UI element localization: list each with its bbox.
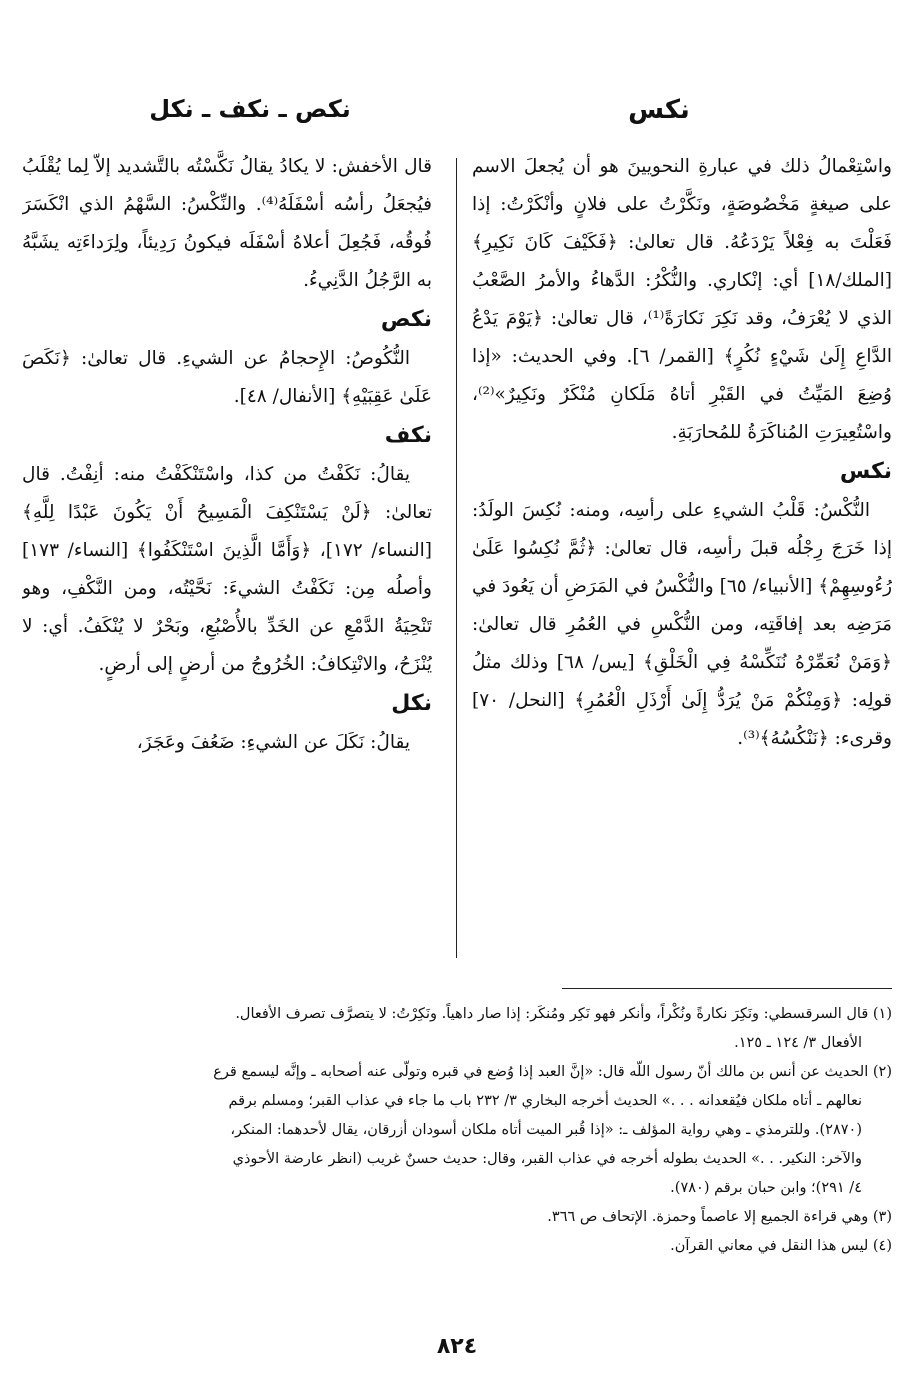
entry-heading-nakf: نكف — [384, 423, 432, 448]
page-number: ٨٢٤ — [436, 1334, 478, 1359]
right-paragraph-1: واسْتِعْمالُ ذلك في عبارةِ النحويينَ هو أن يُجعلَ الاسم على صيغةٍ مَخْصُوصَةٍ، ونَكَّرْتُ على فلانٍ وأنْكَرْتُ: إذا فَعَلْتَ به فِعْلاً يَرْدَعُهُ. قال تعالىٰ: ﴿فَكَيْفَ كَانَ نَكِيرِ﴾ [الملك/١٨] أي: إنْكاري. والنُّكْرُ: الدَّهاءُ والأمرُ الصَّعْبُ الذي لا يُعْرَفُ، وقد نَكِرَ نَكارَةً⁽¹⁾، قال تعالىٰ: ﴿يَوْمَ يَدْعُ الدَّاعِ إِلَىٰ شَيْءٍ نُكُرٍ﴾ [القمر/ ٦]. وفي الحديث: «إذا وُضِعَ المَيِّتُ في القَبْرِ أتاهُ مَلَكانِ مُنْكَرٌ ونَكِيرٌ»⁽²⁾، واسْتُعِيرَتِ المُناكَرَةُ للمُحارَبَةِ. — [472, 156, 892, 443]
footnote-2-cont-3: والآخر: النكير. . .» الحديث بطوله أخرجه في عذاب القبر، وقال: حديث حسنٌ غريب (انظر عارضة الأحوذي — [232, 1151, 862, 1167]
entry-heading-naks-sad: نكص — [380, 307, 432, 332]
footnote-1: (١) قال السرقسطي: ونَكِرَ نكارةً ونُكْراً، وأنكر فهو نَكِر ومُنكَر: إذا صار داهياً. ونَكِرْتُ: لا يتصرَّف تصرف الأفعال. — [235, 1006, 892, 1022]
footnotes — [22, 1000, 892, 1261]
left-paragraph-1: قال الأخفش: لا يكادُ يقالُ نَكَّسْتُه بالتَّشديد إلاّ لِما يُقْلَبُ فيُجعَلُ رأسُه أسْفَلَهُ⁽⁴⁾. والنِّكْسُ: السَّهْمُ الذي انْكَسَرَ فُوقُه، فَجُعِلَ أعلاهُ أسْفَلَه فيكونُ رَدِيئاً، ولِرَداءَتِه يشَبَّهُ به الرَّجُلُ الدَّنِيءُ. — [22, 156, 432, 291]
footnote-rule — [562, 988, 892, 989]
entry-heading-nakl: نكل — [391, 691, 432, 716]
footnote-1-cont: الأفعال ٣/ ١٢٤ ـ ١٢٥. — [734, 1035, 862, 1051]
footnote-3: (٣) وهي قراءة الجميع إلا عاصماً وحمزة. الإتحاف ص ٣٦٦. — [547, 1209, 892, 1225]
column-divider — [456, 158, 457, 958]
right-column — [472, 148, 892, 968]
left-paragraph-3: يقالُ: نَكَفْتُ من كذا، واسْتَنْكَفْتُ منه: أنِفْتُ. قال تعالىٰ: ﴿لَنْ يَسْتَنْكِفَ الْمَسِيحُ أَنْ يَكُونَ عَبْدًا لِلَّهِ﴾ [النساء/ ١٧٢]، ﴿وَأَمَّا الَّذِينَ اسْتَنْكَفُوا﴾ [النساء/ ١٧٣] وأصلُه مِن: نَكَفْتُ الشيءَ: نَحَّيْتُه، ومن النَّكْفِ، وهو تَنْحِيَةُ الدَّمْعِ عن الخَدِّ بالأُصْبُعِ، وبَحْرٌ لا يُنْكَفُ. أي: لا يُنْزَحُ، والانْتِكافُ: الخُرُوجُ من أرضٍ إلى أرضٍ. — [22, 464, 432, 675]
footnote-2-cont-2: (٢٨٧٠). وللترمذي ـ وهي رواية المؤلف ـ: «إذا قُبر الميت أتاه ملكان أسودان أزرقان، يقال لأحدهما: المنكر، — [230, 1122, 862, 1138]
left-paragraph-2: النُّكُوصُ: الإِحجامُ عن الشيءِ. قال تعالىٰ: ﴿نَكَصَ عَلَىٰ عَقِبَيْهِ﴾ [الأنفال/ ٤٨]. — [22, 348, 432, 407]
footnote-4: (٤) ليس هذا النقل في معاني القرآن. — [670, 1238, 892, 1254]
running-header-left: نكص ـ نكف ـ نكل — [149, 95, 351, 123]
right-paragraph-2: النُّكْسُ: قَلْبُ الشيءِ على رأسِه، ومنه: نُكِسَ الولَدُ: إذا خَرَجَ رِجْلُه قبلَ رأسِه، قال تعالىٰ: ﴿ثُمَّ نُكِسُوا عَلَىٰ رُءُوسِهِمْ﴾ [الأنبياء/ ٦٥] والنُّكْسُ في المَرَضِ أن يَعُودَ في مَرَضِه بعد إفاقَتِه، ومن النُّكْسِ في العُمُرِ قال تعالىٰ: ﴿وَمَنْ نُعَمِّرْهُ نُنَكِّسْهُ فِي الْخَلْقِ﴾ [يس/ ٦٨] وذلك مثلُ قولِه: ﴿وَمِنْكُمْ مَنْ يُرَدُّ إِلَىٰ أَرْذَلِ الْعُمُرِ﴾ [النحل/ ٧٠] وقرىء: ﴿نَنْكُسُهُ﴾⁽³⁾. — [472, 500, 892, 749]
footnote-2: (٢) الحديث عن أنس بن مالك أنّ رسول اللّه قال: «إنَّ العبد إذا وُضع في قبره وتولّى عنه أصحابه ـ وإنَّه ليسمع قرع — [213, 1064, 892, 1080]
footnote-2-cont-4: ٤/ ٢٩١)؛ وابن حبان برقم (٧٨٠). — [670, 1180, 862, 1196]
entry-heading-naks: نكس — [839, 459, 892, 484]
left-column — [22, 148, 432, 968]
left-paragraph-4: يقالُ: نَكَلَ عن الشيءِ: ضَعُفَ وعَجَزَ، — [136, 732, 410, 753]
running-header-right: نكس — [628, 95, 690, 125]
footnote-2-cont-1: نعالهم ـ أتاه ملكان فيُقعدانه . . .» الحديث أخرجه البخاري ٣/ ٢٣٢ باب ما جاء في عذاب القبر؛ ومسلم برقم — [228, 1093, 862, 1109]
